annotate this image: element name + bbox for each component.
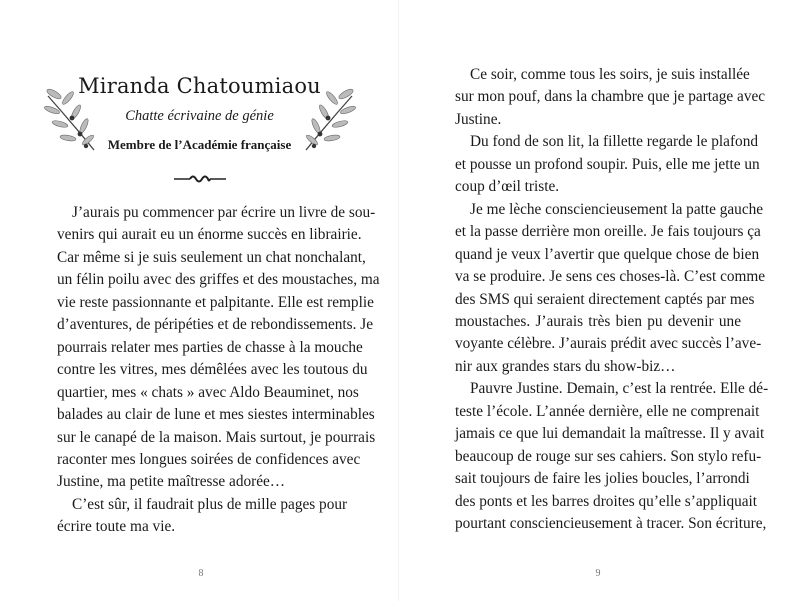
author-membership: Membre de l’Académie française bbox=[107, 137, 292, 152]
page-number: 9 bbox=[595, 568, 601, 579]
text-line: beaucoup de rouge sur ses cahiers. Son stylo refu- bbox=[455, 447, 762, 465]
text-line: moustaches. J’aurais très bien pu devenir une bbox=[455, 312, 741, 330]
text-line: balades au clair de lune et mes siestes interminables bbox=[57, 406, 375, 424]
olive-branch-left-icon bbox=[42, 88, 102, 158]
text-line: J’aurais pu commencer par écrire un livre de sou- bbox=[72, 204, 376, 221]
text-line: Du fond de son lit, la fillette regarde le plafond bbox=[470, 133, 758, 151]
text-line: des SMS qui seraient directement captés par mes bbox=[455, 290, 755, 308]
text-line: sait toujours de faire les jolies boucles, l’arrondi bbox=[455, 470, 750, 488]
text-line: Je me lèche consciencieusement la patte gauche bbox=[470, 200, 764, 218]
text-line: d’aventures, de péripéties et de rebondissements. Je bbox=[57, 316, 374, 334]
text-line: va se produire. Je sens ces choses-là. C’est comme bbox=[455, 268, 766, 286]
text-line: quand je veux l’avertir que quelque chose de bien bbox=[455, 245, 760, 263]
text-line: pourtant consciencieusement à tracer. Son écriture, bbox=[455, 515, 767, 532]
text-line: pourrais relater mes parties de chasse à la mouche bbox=[57, 338, 363, 356]
text-line: raconter mes longues soirées de confidences avec bbox=[57, 450, 361, 468]
text-line: et pousse un profond soupir. Puis, elle me jette un bbox=[455, 155, 760, 173]
text-line: Pauvre Justine. Demain, c’est la rentrée. Elle dé- bbox=[470, 380, 769, 398]
text-line: sur mon pouf, dans la chambre que je partage avec bbox=[455, 88, 766, 106]
olive-branch-right-icon bbox=[298, 88, 358, 158]
text-line: contre les vitres, mes démêlées avec les toutous du bbox=[57, 361, 368, 379]
text-line: sur le canapé de la maison. Mais surtout, je pourrais bbox=[57, 428, 376, 446]
text-line: coup d’œil triste. bbox=[455, 178, 560, 196]
page-number: 8 bbox=[198, 568, 204, 579]
author-subtitle: Chatte écrivaine de génie bbox=[125, 108, 274, 124]
text-line: teste l’école. L’année dernière, elle ne comprenait bbox=[455, 402, 760, 420]
text-line: C’est sûr, il faudrait plus de mille pages pour bbox=[72, 495, 348, 513]
text-line: Car même si je suis seulement un chat nonchalant, bbox=[57, 248, 366, 266]
text-line: écrire toute ma vie. bbox=[57, 518, 176, 536]
text-line: jamais ce que lui demandait la maîtresse. Il y avait bbox=[455, 425, 765, 443]
text-line: venirs qui aurait eu un énorme succès en librairie. bbox=[57, 226, 362, 244]
text-line: quartier, mes « chats » avec Aldo Beauminet, nos bbox=[57, 383, 359, 401]
text-line: voyante célèbre. J’aurais prédit avec succès l’ave- bbox=[455, 335, 762, 353]
text-line: Justine. bbox=[455, 110, 502, 128]
text-line: des ponts et les barres droites qu’elle s’appliquait bbox=[455, 492, 758, 510]
text-line: nir aux grandes stars du show-biz… bbox=[455, 357, 676, 375]
text-line: et la passe derrière mon oreille. Je fais toujours ça bbox=[455, 223, 761, 241]
author-name: Miranda Chatoumiaou bbox=[78, 74, 321, 98]
text-line: un félin poilu avec des griffes et des moustaches, ma bbox=[57, 271, 380, 289]
ornament-flourish-icon bbox=[174, 173, 226, 185]
text-line: vie reste passionnante et palpitante. Elle est remplie bbox=[57, 293, 374, 311]
text-line: Ce soir, comme tous les soirs, je suis installée bbox=[470, 66, 750, 83]
text-line: Justine, ma petite maîtresse adorée… bbox=[57, 473, 286, 491]
right-page bbox=[399, 0, 798, 601]
